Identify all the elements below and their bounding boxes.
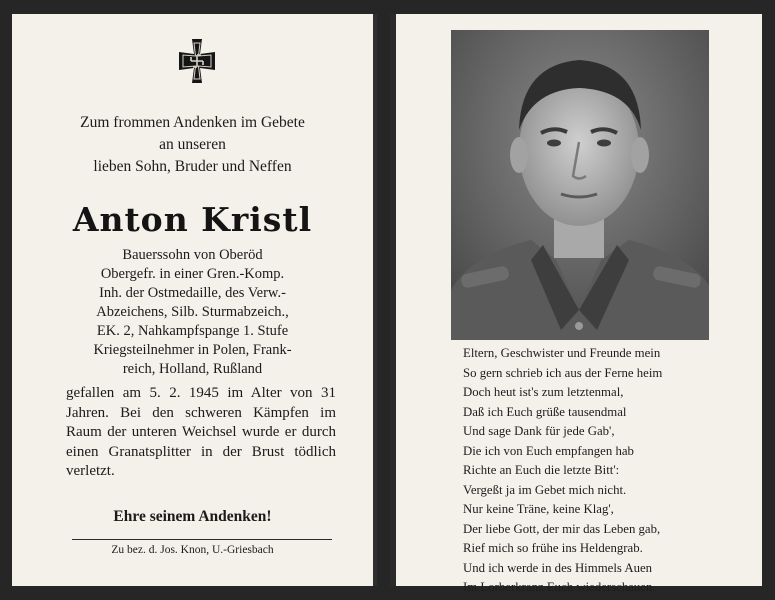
memorial-card-back	[390, 14, 762, 594]
detail-line: Bauerssohn von Oberöd	[122, 247, 263, 263]
poem-line: Im Lorberkranz Euch wiederschauen.	[463, 580, 656, 594]
death-notice-text: gefallen am 5. 2. 1945 im Alter von 31 Jahren. Bei den schweren Kämpfen im Raum der unteren Weichsel wurde er durch einen Granatsplitter in der Brust tödlich verletzt.	[66, 385, 336, 479]
poem-line: Eltern, Geschwister und Freunde mein	[463, 346, 661, 360]
printer-imprint: Zu bez. d. Jos. Knon, U.-Griesbach	[111, 544, 274, 556]
poem-line: Die ich von Euch empfangen hab	[463, 443, 634, 458]
poem-line: Vergeßt ja im Gebet mich nicht.	[463, 482, 627, 497]
memorial-card-front	[12, 14, 377, 586]
dedication-line: Zum frommen Andenken im Gebete	[80, 114, 305, 131]
deceased-name: Anton Kristl	[72, 200, 313, 239]
poem-line: Doch heut ist's zum letztenmal,	[463, 385, 624, 399]
divider	[72, 539, 332, 540]
detail-line: reich, Holland, Rußland	[122, 361, 263, 377]
farewell-poem	[463, 344, 753, 598]
poem-line: Daß ich Euch grüße tausendmal	[463, 404, 627, 419]
poem-line: Richte an Euch die letzte Bitt':	[463, 463, 620, 477]
dedication-text	[12, 112, 373, 178]
poem-line: So gern schrieb ich aus der Ferne heim	[463, 365, 663, 380]
poem-line: Der liebe Gott, der mir das Leben gab,	[463, 521, 661, 536]
dedication-line: lieben Sohn, Bruder und Neffen	[93, 158, 292, 175]
detail-line: Obergefr. in einer Gren.-Komp.	[100, 266, 285, 282]
detail-line: Abzeichens, Silb. Sturmabzeich.,	[96, 304, 289, 320]
poem-line: Und sage Dank für jede Gab',	[463, 424, 615, 438]
poem-line: Nur keine Träne, keine Klag',	[463, 502, 614, 516]
poem-line: Rief mich so frühe ins Heldengrab.	[463, 541, 643, 555]
detail-line: Inh. der Ostmedaille, des Verw.-	[99, 285, 286, 301]
soldier-portrait-photo	[451, 30, 709, 340]
biography-details	[12, 246, 373, 379]
dedication-line: an unseren	[159, 136, 226, 153]
closing-line: Ehre seinem Andenken!	[113, 508, 272, 525]
iron-cross-icon	[172, 36, 222, 86]
poem-line: Und ich werde in des Himmels Auen	[463, 560, 653, 575]
detail-line: Kriegsteilnehmer in Polen, Frank-	[93, 342, 292, 358]
detail-line: EK. 2, Nahkampfspange 1. Stufe	[96, 323, 289, 339]
